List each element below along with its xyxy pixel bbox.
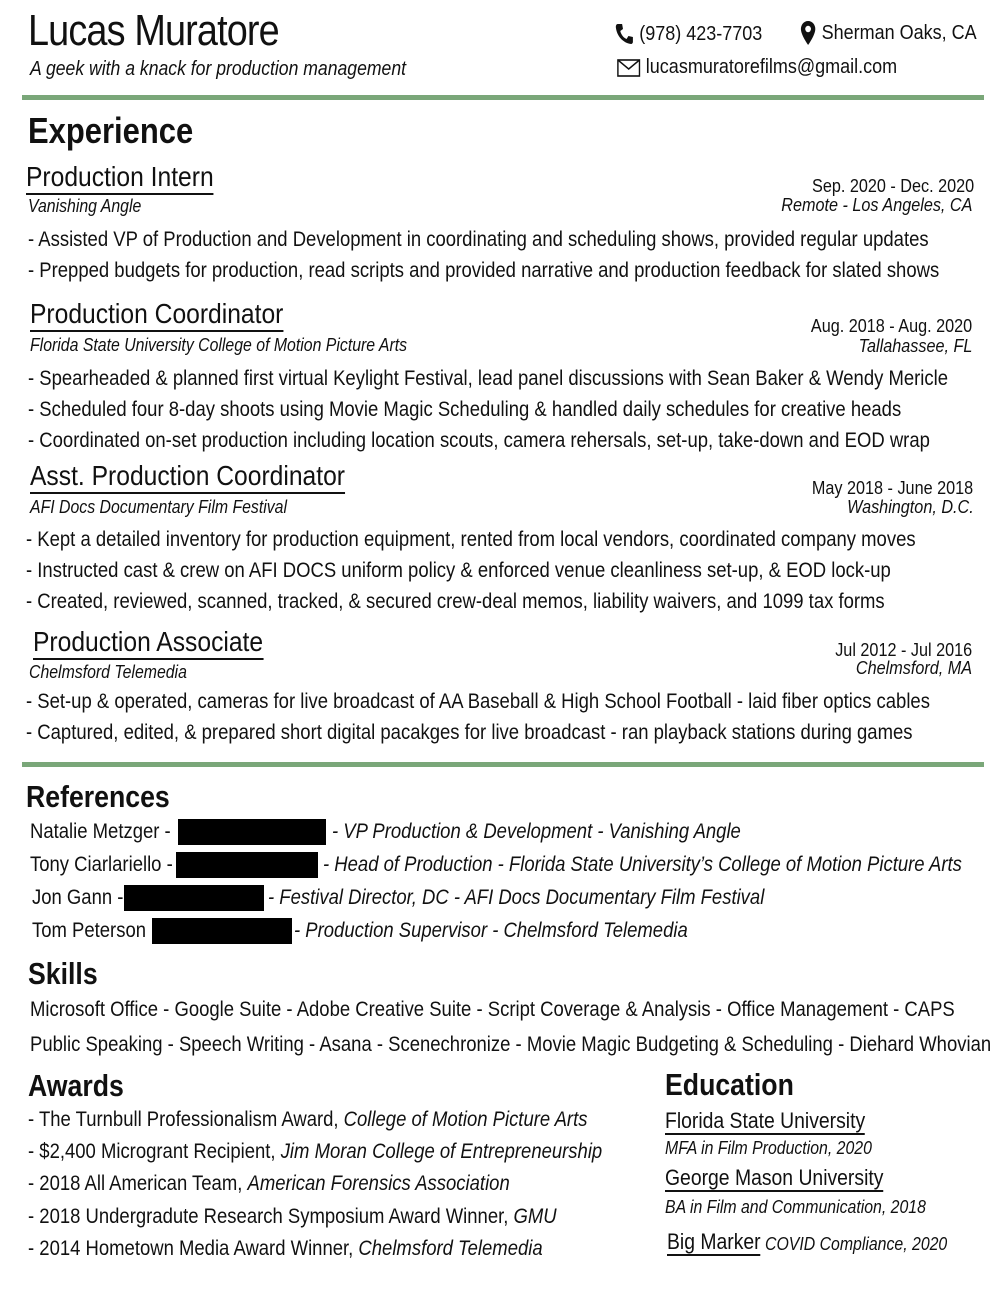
job-dates: Jul 2012 - Jul 2016 — [835, 640, 972, 660]
reference-role-text: - Production Supervisor - Chelmsford Telemedia — [294, 919, 688, 942]
school-degree: BA in Film and Communication, 2018 — [665, 1197, 926, 1217]
resume-tagline: A geek with a knack for production management — [30, 58, 407, 80]
reference-role-text: - Head of Production - Florida State University’s College of Motion Picture Arts — [323, 853, 962, 876]
school-name: Big Marker — [667, 1229, 761, 1254]
references-heading: References — [26, 779, 170, 814]
skills-line: Public Speaking - Speech Writing - Asana - Scenechronize - Movie Magic Budgeting & Scheduling - Diehard Whovian — [30, 1033, 992, 1056]
job-location: Washington, D.C. — [847, 497, 974, 517]
reference-role — [268, 886, 764, 910]
job-bullet: - Captured, edited, & prepared short digital pacakges for live broadcast - ran playback stations during games — [26, 721, 913, 744]
reference-name: Natalie Metzger - — [30, 820, 171, 843]
award-item — [28, 1205, 557, 1229]
job-bullet: - Assisted VP of Production and Development in coordinating and scheduling shows, provided regular updates — [28, 228, 929, 251]
job-dates: May 2018 - June 2018 — [811, 478, 973, 498]
skills-heading: Skills — [28, 956, 98, 991]
reference-name: Tony Ciarlariello - — [30, 853, 173, 876]
contact-location — [800, 20, 977, 46]
redaction-bar — [178, 819, 326, 845]
skills-line: Microsoft Office - Google Suite - Adobe Creative Suite - Script Coverage & Analysis - Office Management - CAPS — [30, 998, 955, 1021]
job-bullet: - Scheduled four 8-day shoots using Movie Magic Scheduling & handled daily schedules for creative heads — [28, 398, 902, 421]
job-org: Vanishing Angle — [28, 196, 142, 216]
mail-icon — [617, 59, 640, 77]
reference-role-text: - Festival Director, DC - AFI Docs Documentary Film Festival — [268, 886, 765, 909]
job-title: Production Associate — [33, 627, 263, 660]
school-name: George Mason University — [665, 1165, 884, 1190]
job-title: Asst. Production Coordinator — [30, 461, 345, 494]
email-address[interactable]: lucasmuratorefilms@gmail.com — [645, 56, 898, 78]
reference-name: Jon Gann - — [32, 886, 124, 909]
award-item — [28, 1237, 543, 1261]
award-title: - 2014 Hometown Media Award Winner, — [28, 1237, 354, 1260]
award-title: - $2,400 Microgrant Recipient, — [28, 1140, 276, 1163]
reference-role — [332, 820, 741, 844]
phone-icon — [614, 22, 634, 46]
job-location: Chelmsford, MA — [855, 658, 972, 678]
job-bullet: - Created, reviewed, scanned, tracked, & secured crew-deal memos, liability waivers, and 1099 tax forms — [26, 590, 885, 613]
job-org: Chelmsford Telemedia — [29, 662, 187, 682]
award-org: GMU — [513, 1205, 557, 1228]
reference-name: Tom Peterson — [32, 919, 147, 942]
job-org: Florida State University College of Motion Picture Arts — [30, 335, 408, 355]
award-item — [28, 1108, 587, 1132]
education-heading: Education — [665, 1067, 794, 1102]
header-divider — [22, 95, 984, 100]
award-title: - 2018 Undergradute Research Symposium Award Winner, — [28, 1205, 509, 1228]
redaction-bar — [124, 885, 264, 911]
award-title: - 2018 All American Team, — [28, 1172, 243, 1195]
job-bullet: - Kept a detailed inventory for production equipment, rented from local vendors, coordinated company moves — [26, 528, 916, 551]
job-bullet: - Coordinated on-set production including location scouts, camera rehersals, set-up, take-down and EOD wrap — [28, 429, 930, 452]
reference-role — [323, 853, 962, 877]
redaction-bar — [152, 918, 292, 944]
award-org: American Forensics Association — [247, 1172, 510, 1195]
job-location: Tallahassee, FL — [858, 336, 972, 356]
contact-email — [617, 56, 897, 79]
location-pin-icon — [800, 20, 816, 46]
job-location: Remote - Los Angeles, CA — [780, 195, 972, 215]
phone-number: (978) 423-7703 — [639, 22, 763, 45]
job-title: Production Intern — [26, 162, 214, 195]
job-dates: Sep. 2020 - Dec. 2020 — [811, 176, 974, 196]
resume-name: Lucas Muratore — [28, 6, 279, 55]
job-bullet: - Instructed cast & crew on AFI DOCS uniform policy & enforced venue cleanliness set-up, & EOD lock-up — [26, 559, 891, 582]
award-item — [28, 1140, 602, 1164]
award-title: - The Turnbull Professionalism Award, — [28, 1108, 339, 1131]
section-divider — [22, 762, 984, 767]
job-bullet: - Spearheaded & planned first virtual Keylight Festival, lead panel discussions with Sean Baker & Wendy Mericle — [28, 367, 949, 390]
location-text: Sherman Oaks, CA — [821, 21, 977, 44]
job-dates: Aug. 2018 - Aug. 2020 — [810, 316, 972, 336]
contact-phone — [614, 22, 762, 46]
award-item — [28, 1172, 510, 1196]
job-bullet: - Prepped budgets for production, read scripts and provided narrative and production feedback for slated shows — [28, 259, 940, 282]
award-org: Chelmsford Telemedia — [358, 1237, 543, 1260]
job-org: AFI Docs Documentary Film Festival — [30, 497, 288, 517]
job-title: Production Coordinator — [30, 299, 283, 332]
school-name: Florida State University — [665, 1108, 866, 1133]
school-degree: COVID Compliance, 2020 — [765, 1234, 948, 1254]
reference-role — [294, 919, 688, 943]
reference-role-text: - VP Production & Development - Vanishing Angle — [332, 820, 741, 843]
awards-heading: Awards — [28, 1068, 124, 1103]
award-org: College of Motion Picture Arts — [343, 1108, 588, 1131]
award-org: Jim Moran College of Entrepreneurship — [280, 1140, 603, 1163]
job-bullet: - Set-up & operated, cameras for live broadcast of AA Baseball & High School Football - laid fiber optics cables — [26, 690, 930, 713]
school-degree: MFA in Film Production, 2020 — [665, 1138, 872, 1158]
redaction-bar — [176, 852, 318, 878]
experience-heading: Experience — [28, 110, 194, 151]
